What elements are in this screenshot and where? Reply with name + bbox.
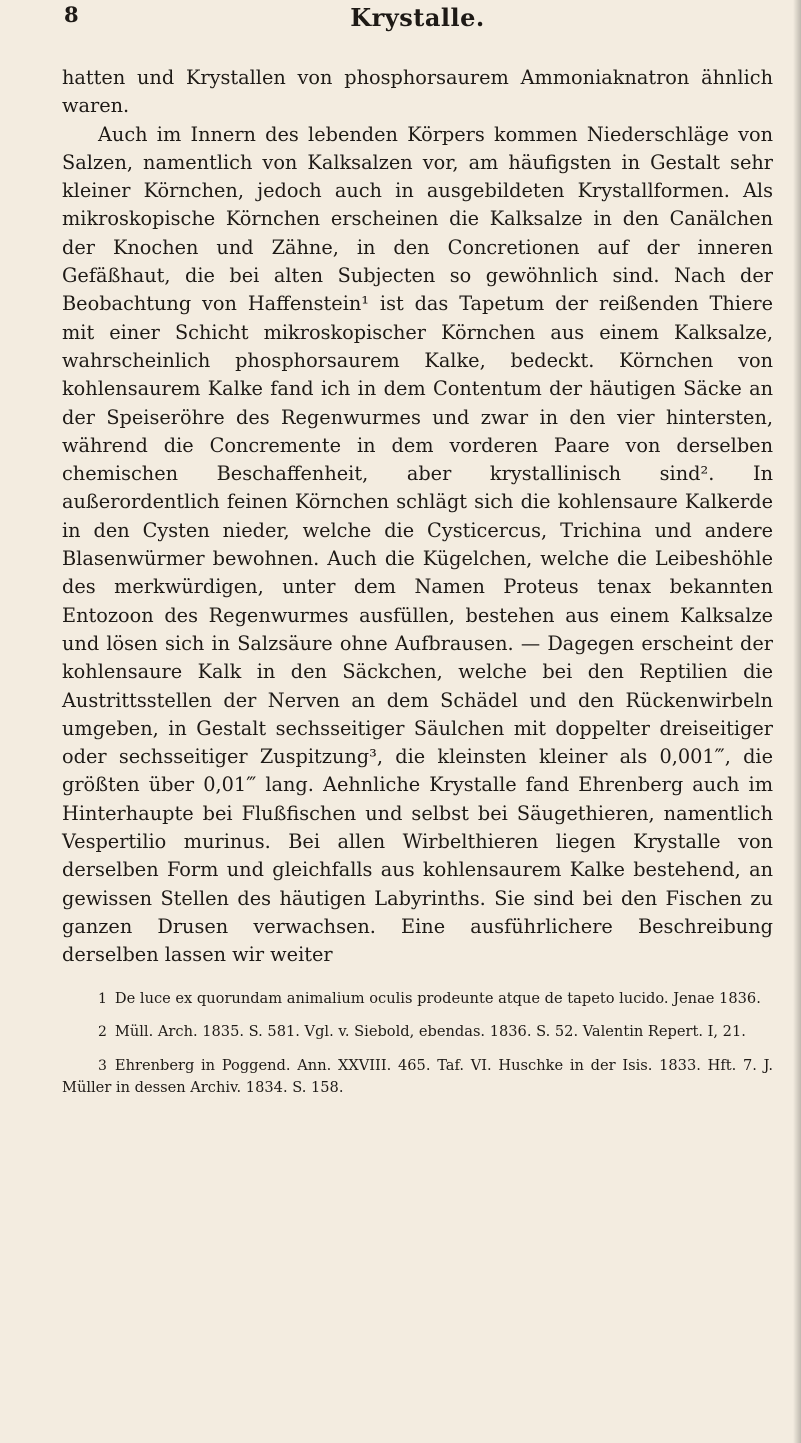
footnote-text: De luce ex quorundam animalium oculis prodeunte atque de tapeto lucido. Jenae 1836. <box>114 989 761 1007</box>
footnote-mark: 1 <box>98 990 107 1007</box>
paragraph-continuation: hatten und Krystallen von phosphorsaurem Ammoniaknatron ähnlich waren. <box>62 66 773 118</box>
page-edge-shadow <box>793 0 801 1443</box>
page-header <box>62 0 773 44</box>
footnote-mark: 3 <box>98 1057 107 1074</box>
paragraph-main: Auch im Innern des lebenden Körpers kommen Niederschläge von Salzen, namentlich von Kalksalzen vor, am häufigsten in Gestalt sehr kleiner Körnchen, jedoch auch in ausgebildeten Krystallformen. Als mikroskopische Körnchen erscheinen die Kalksalze in den Canälchen der Knochen und Zähne, in den Concretionen auf der inneren Gefäßhaut, die bei alten Subjecten so gewöhnlich sind. Nach der Beobachtung von Haffenstein¹ ist das Tapetum der reißenden Thiere mit einer Schicht mikroskopischer Körnchen aus einem Kalksalze, wahrscheinlich phosphorsaurem Kalke, bedeckt. Körnchen von kohlensaurem Kalke fand ich in dem Contentum der häutigen Säcke an der Speiseröhre des Regenwurmes und zwar in den vier hintersten, während die Concremente in dem vorderen Paare von derselben chemischen Beschaffenheit, aber krystallinisch sind². In außerordentlich feinen Körnchen schlägt sich die kohlensaure Kalkerde in den Cysten nieder, welche die Cysticercus, Trichina und andere Blasenwürmer bewohnen. Auch die Kügelchen, welche die Leibeshöhle des merkwürdigen, unter dem Namen Proteus tenax bekannten Entozoon des Regenwurmes ausfüllen, bestehen aus einem Kalksalze und lösen sich in Salzsäure ohne Aufbrausen. — Dagegen erscheint der kohlensaure Kalk in den Säckchen, welche bei den Reptilien die Austrittsstellen der Nerven an dem Schädel und den Rückenwirbeln umgeben, in Gestalt sechsseitiger Säulchen mit doppelter dreiseitiger oder sechsseitiger Zuspitzung³, die kleinsten kleiner als 0,001‴, die größten über 0,01‴ lang. Aehnliche Krystalle fand Ehrenberg auch im Hinterhaupte bei Flußfischen und selbst bei Säugethieren, namentlich Vespertilio murinus. Bei allen Wirbelthieren liegen Krystalle von derselben Form und gleichfalls aus kohlensaurem Kalke bestehend, an gewissen Stellen des häutigen Labyrinths. Sie sind bei den Fischen zu ganzen Drusen verwachsen. Eine ausführlichere Beschreibung derselben lassen wir weiter <box>62 122 773 967</box>
footnote-1 <box>62 988 773 1011</box>
footnotes <box>62 988 773 1099</box>
running-head: Krystalle. <box>350 3 485 32</box>
footnote-2 <box>62 1021 773 1044</box>
page-number: 8 <box>64 2 79 27</box>
body-text <box>62 64 773 970</box>
footnote-3 <box>62 1055 773 1099</box>
footnote-text: Ehrenberg in Poggend. Ann. XXVIII. 465. Taf. VI. Huschke in der Isis. 1833. Hft. 7. J. Müller in dessen Archiv. 1834. S. 158. <box>62 1056 773 1096</box>
footnote-mark: 2 <box>98 1024 107 1040</box>
footnote-text: Müll. Arch. 1835. S. 581. Vgl. v. Siebold, ebendas. 1836. S. 52. Valentin Repert. I, 21. <box>114 1023 746 1040</box>
